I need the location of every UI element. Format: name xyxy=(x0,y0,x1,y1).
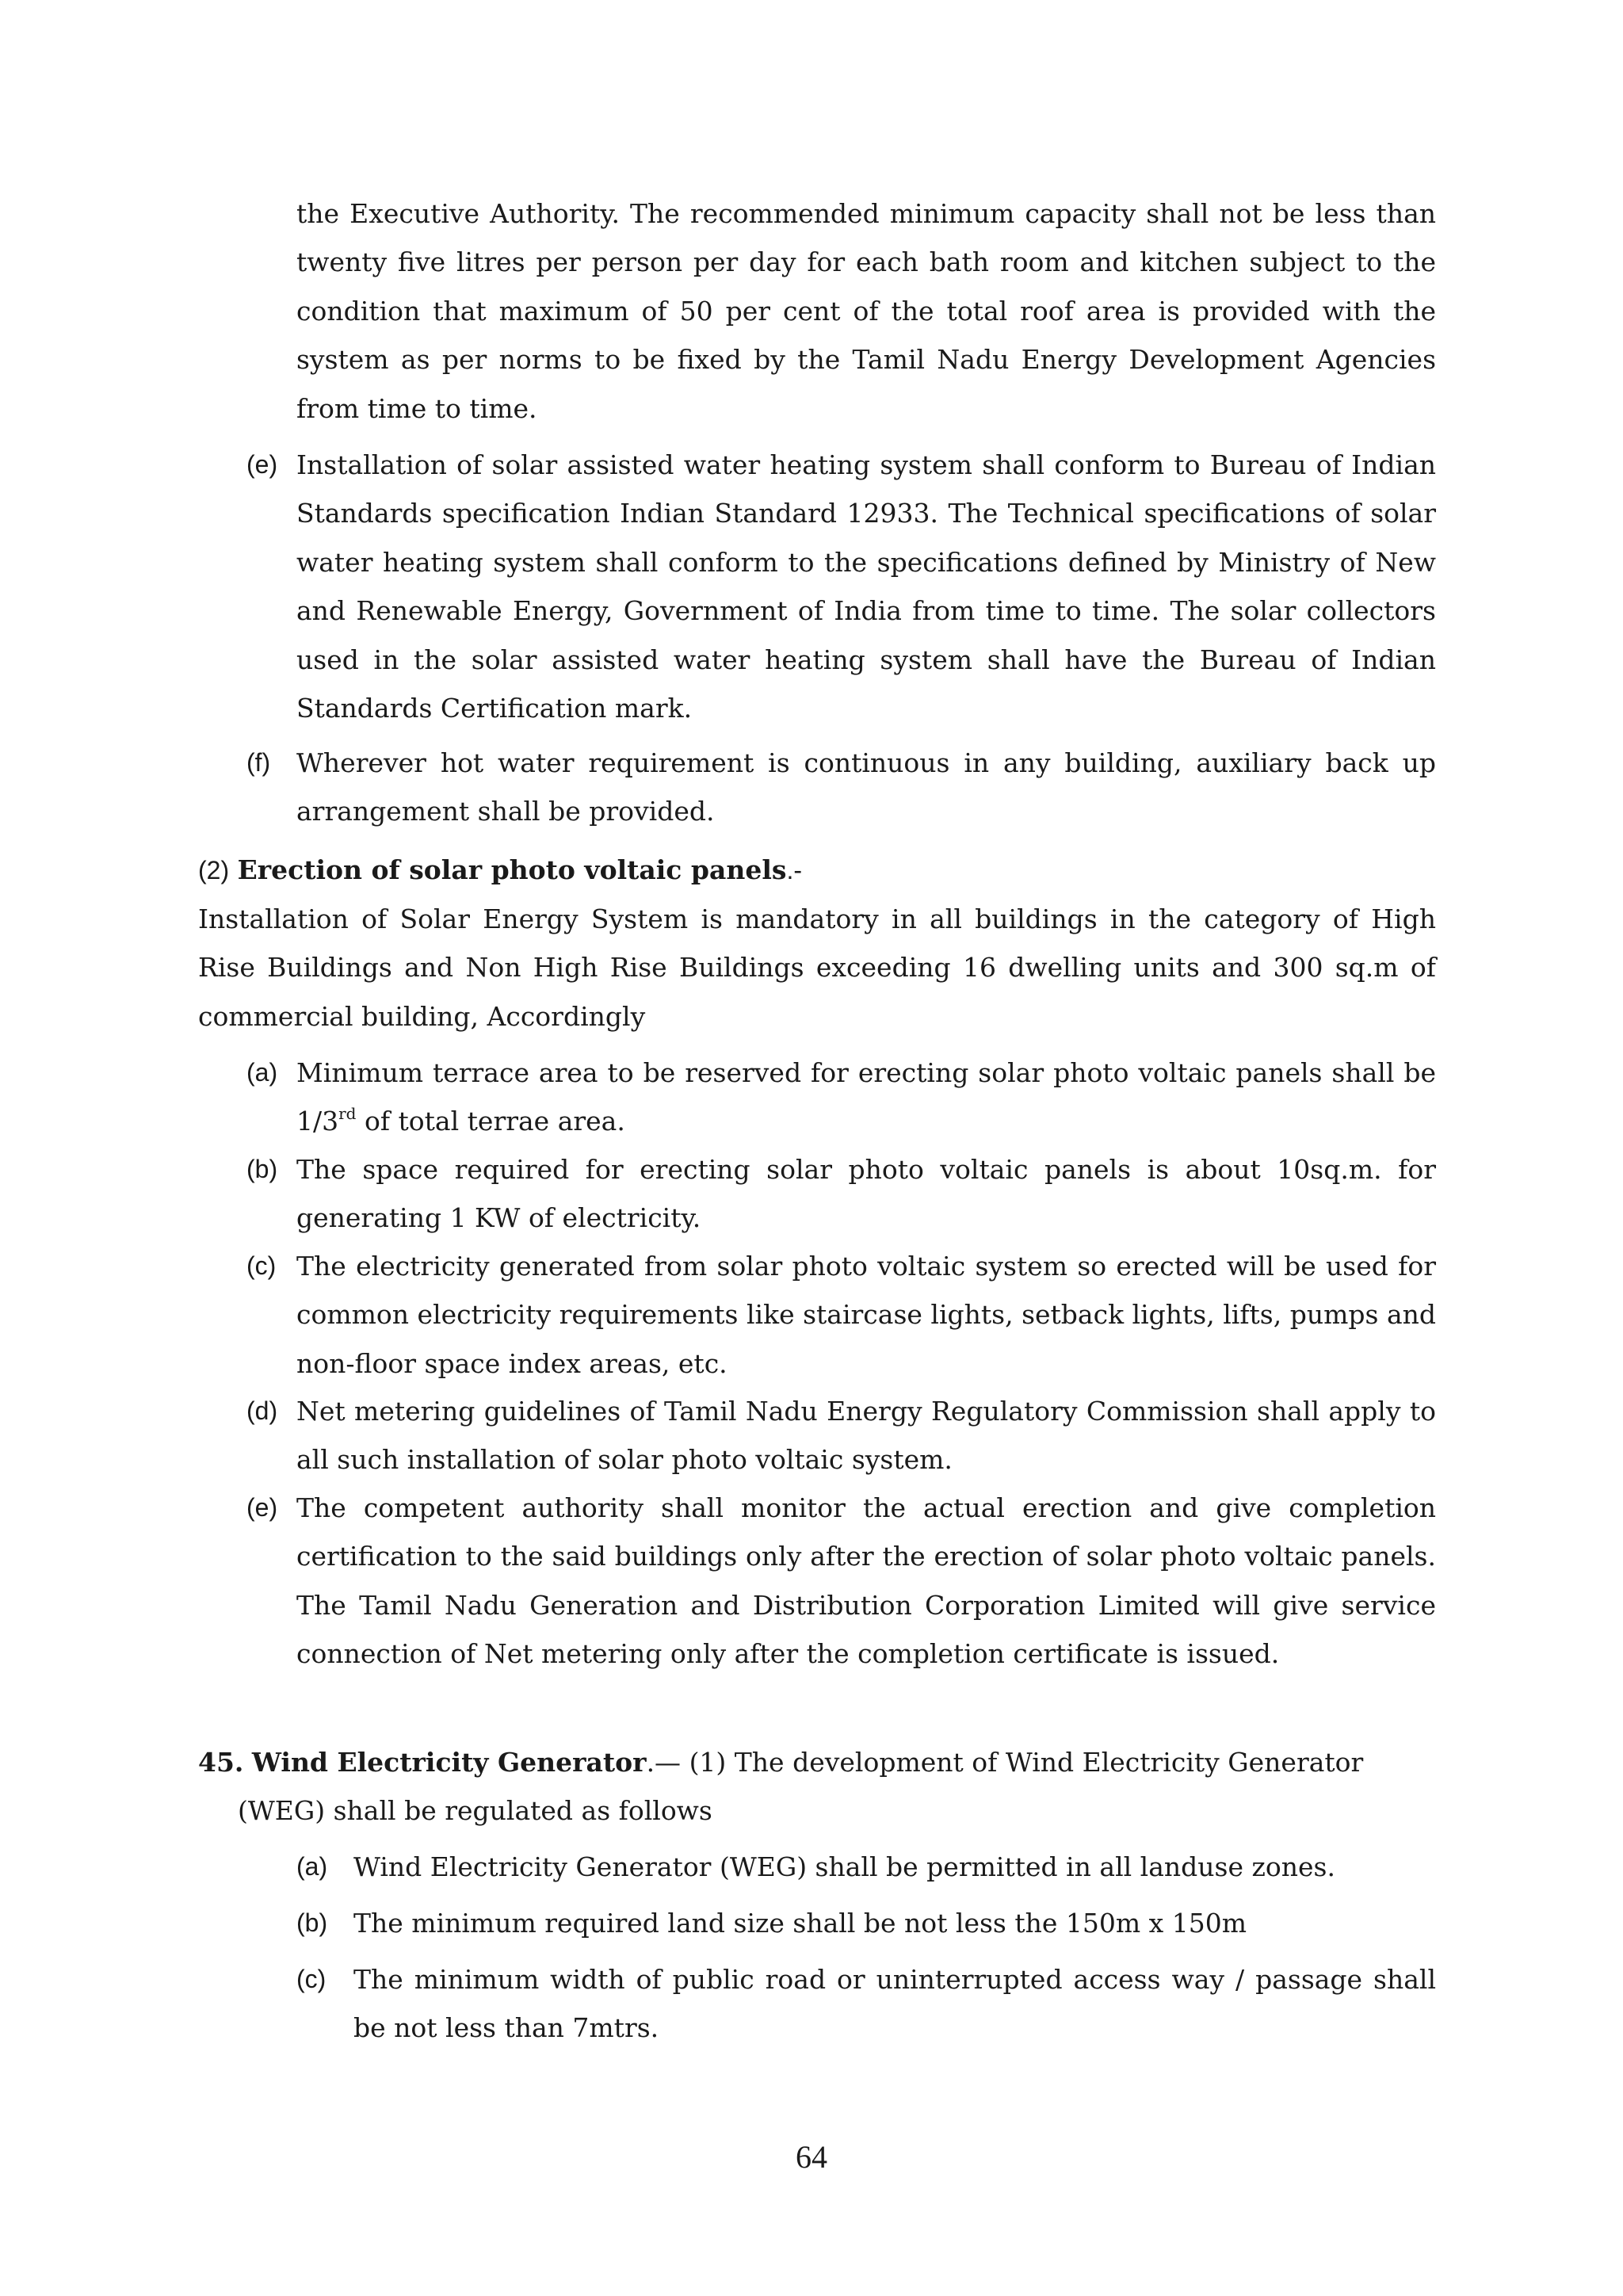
item-text: The space required for erecting solar photo voltaic panels is about 10sq.m. for generating 1 KW of electricity. xyxy=(296,1154,1436,1234)
item-label: (e) xyxy=(246,450,278,479)
item-label: (b) xyxy=(246,1155,278,1183)
section-45-heading xyxy=(198,1738,1436,1786)
item-text: Wherever hot water requirement is continuous in any building, auxiliary back up arrangement shall be provided. xyxy=(296,747,1436,827)
section-45-intro-second: (WEG) shall be regulated as follows xyxy=(238,1795,712,1826)
item-label: (c) xyxy=(296,1965,327,1993)
item-label: (a) xyxy=(296,1852,328,1881)
item-text-before: Minimum terrace area to be reserved for erecting solar photo voltaic panels shall be 1/3 xyxy=(296,1057,1436,1137)
section-2-intro: Installation of Solar Energy System is mandatory in all buildings in the category of High Rise Buildings and Non High Rise Buildings exceeding 16 dwelling units and 300 sq.m of commercial building, Accordingly xyxy=(198,904,1436,1032)
item-text: The competent authority shall monitor the actual erection and give completion certification to the said buildings only after the erection of solar photo voltaic panels. The Tamil Nadu Generation and Distribution Corporation Limited will give service connection of Net metering only after the completion certificate is issued. xyxy=(296,1492,1436,1670)
item-label: (b) xyxy=(296,1908,328,1937)
item-text: The electricity generated from solar photo voltaic system so erected will be used for common electricity requirements like staircase lights, setback lights, lifts, pumps and non-floor space index areas, etc. xyxy=(296,1251,1436,1379)
item-label: (d) xyxy=(246,1396,278,1425)
item-text: Wind Electricity Generator (WEG) shall be permitted in all landuse zones. xyxy=(353,1851,1335,1882)
item-text: Installation of solar assisted water heating system shall conform to Bureau of Indian Standards specification Indian Standard 12933. The Technical specifications of solar water heating system shall conform to the specifications defined by Ministry of New and Renewable Energy, Government of India from time to time. The solar collectors used in the solar assisted water heating system shall have the Bureau of Indian Standards Certification mark. xyxy=(296,449,1436,724)
section-intro-first: (1) The development of Wind Electricity Generator xyxy=(689,1747,1364,1778)
section-title-suffix: .— xyxy=(646,1747,682,1778)
page-number: 64 xyxy=(796,2139,827,2175)
section-title-suffix: .- xyxy=(786,856,802,884)
section-number: (2) xyxy=(198,856,230,884)
item-text: Net metering guidelines of Tamil Nadu Energy Regulatory Commission shall apply to all such installation of solar photo voltaic system. xyxy=(296,1396,1436,1476)
item-text xyxy=(296,1049,1436,1150)
section-2-heading xyxy=(198,846,1436,895)
item-label: (c) xyxy=(246,1251,277,1280)
ordinal-superscript: rd xyxy=(338,1104,357,1124)
item-text: The minimum required land size shall be not less the 150m x 150m xyxy=(353,1908,1247,1939)
continuation-paragraph: the Executive Authority. The recommended minimum capacity shall not be less than twenty five litres per person per day for each bath room and kitchen subject to the condition that maximum of 50 per cent of the total roof area is provided with the system as per norms to be fixed by the Tamil Nadu Energy Development Agencies from time to time. xyxy=(296,198,1436,424)
item-label: (e) xyxy=(246,1493,278,1522)
item-label: (f) xyxy=(246,748,271,777)
item-label: (a) xyxy=(246,1058,278,1087)
item-text-after: of total terrae area. xyxy=(356,1106,625,1137)
section-title: Erection of solar photo voltaic panels xyxy=(237,854,787,885)
item-text: The minimum width of public road or uninterrupted access way / passage shall be not less than 7mtrs. xyxy=(353,1964,1436,2044)
section-title: Wind Electricity Generator xyxy=(251,1747,647,1778)
section-number: 45. xyxy=(198,1747,244,1778)
